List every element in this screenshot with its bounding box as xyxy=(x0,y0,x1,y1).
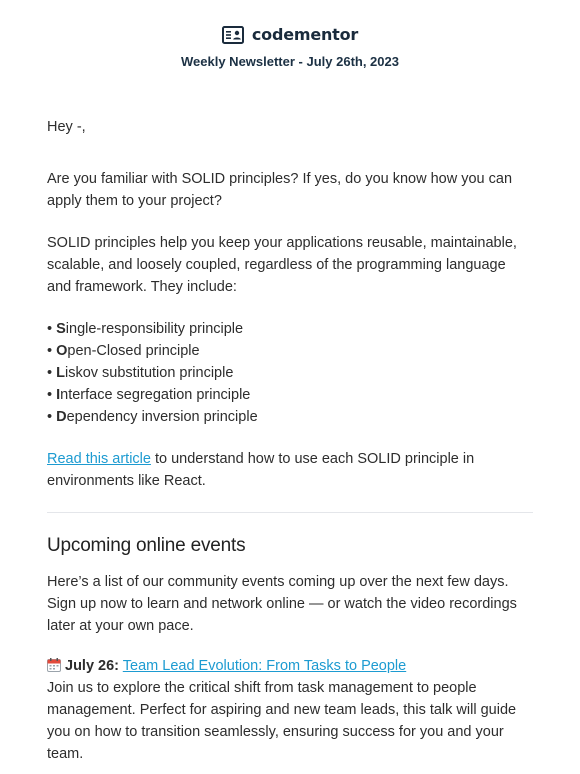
event-description: Join us to explore the critical shift from task management to people management. Perfect for aspiring and new team leads, this talk will guide you on how to transition seamlessly, ensuring success for you and your team. xyxy=(47,680,517,762)
event-item xyxy=(47,655,533,677)
list-item xyxy=(47,362,533,384)
principle-letter: O xyxy=(56,343,68,359)
read-article-link[interactable]: Read this article xyxy=(47,451,151,467)
greeting: Hey -, xyxy=(47,119,86,135)
principle-letter: I xyxy=(56,387,61,403)
principle-rest: nterface segregation principle xyxy=(60,387,251,403)
newsletter-content xyxy=(47,116,533,765)
event-title-link[interactable]: Team Lead Evolution: From Tasks to People xyxy=(122,658,407,674)
article-paragraph xyxy=(47,448,533,492)
events-intro: Here’s a list of our community events coming up over the next few days. Sign up now to learn and network online — or watch the video recordings later at your own pace. xyxy=(47,574,517,634)
solid-principles-list xyxy=(47,318,533,428)
bullet: • xyxy=(47,409,57,425)
brand-name: codementor xyxy=(251,25,359,44)
solid-description: SOLID principles help you keep your applications reusable, maintainable, scalable, and loosely coupled, regardless of the programming language and framework. They include: xyxy=(47,235,517,295)
bullet: • xyxy=(47,387,57,403)
principle-letter: D xyxy=(56,409,67,425)
brand-header[interactable] xyxy=(0,25,580,44)
newsletter-title: Weekly Newsletter - July 26th, 2023 xyxy=(181,54,399,69)
calendar-icon xyxy=(47,658,61,672)
list-item xyxy=(47,384,533,406)
article-rest: to understand how to use each SOLID principle in environments like React. xyxy=(47,451,475,489)
principle-rest: pen-Closed principle xyxy=(67,343,200,359)
principle-rest: ependency inversion principle xyxy=(66,409,258,425)
section-divider xyxy=(47,512,533,513)
principle-rest: ingle-responsibility principle xyxy=(65,321,244,337)
bullet: • xyxy=(47,365,57,381)
list-item xyxy=(47,406,533,428)
event-date: July 26: xyxy=(65,658,119,674)
codementor-logo-icon xyxy=(222,26,244,44)
principle-letter: L xyxy=(56,365,65,381)
principle-letter: S xyxy=(56,321,66,337)
principle-rest: iskov substitution principle xyxy=(64,365,234,381)
events-heading: Upcoming online events xyxy=(47,535,246,556)
list-item xyxy=(47,340,533,362)
intro-paragraph: Are you familiar with SOLID principles? If yes, do you know how you can apply them to your project? xyxy=(47,171,513,209)
bullet: • xyxy=(47,321,57,337)
bullet: • xyxy=(47,343,57,359)
list-item xyxy=(47,318,533,340)
